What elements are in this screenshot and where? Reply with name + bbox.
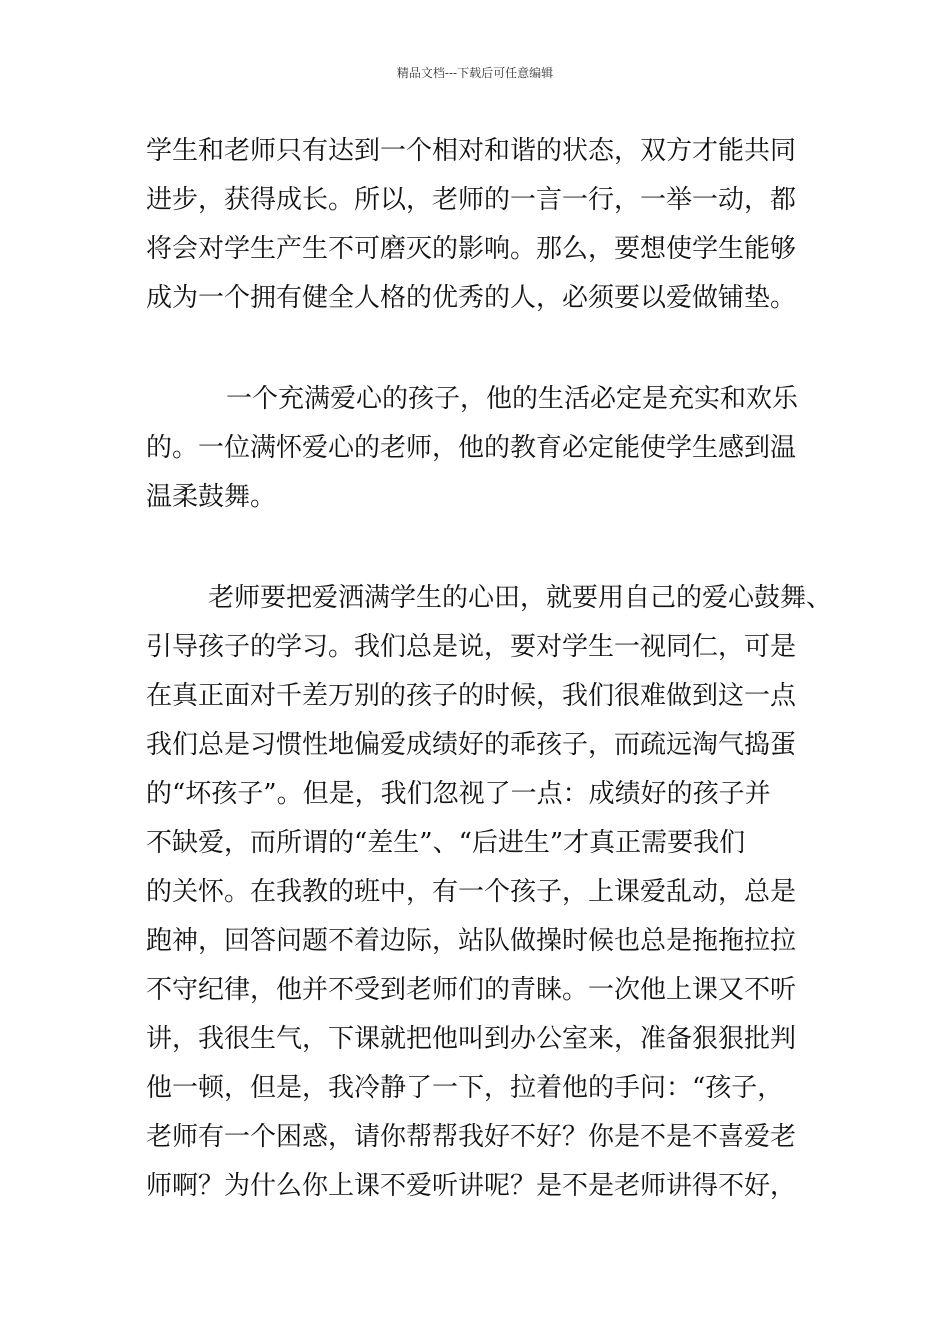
paragraph-3-line-11: 他一顿，但是，我冷静了一下，拉着他的手问：“孩子， [146,1073,784,1103]
paragraph-3-line-4: 我们总是习惯性地偏爱成绩好的乖孩子，而疏远淘气捣蛋 [146,730,797,760]
paragraph-3-line-2: 引导孩子的学习。我们总是说，要对学生一视同仁，可是 [146,632,797,662]
paragraph-3-line-3: 在真正面对千差万别的孩子的时候，我们很难做到这一点 [146,681,797,711]
paragraph-3-line-13: 师啊？为什么你上课不爱听讲呢？是不是老师讲得不好， [146,1171,797,1201]
paragraph-3-line-7: 的关怀。在我教的班中，有一个孩子，上课爱乱动，总是 [146,877,797,907]
paragraph-2-line-2: 的。一位满怀爱心的老师，他的教育必定能使学生感到温 [146,433,797,463]
paragraph-2-line-1: 一个充满爱心的孩子，他的生活必定是充实和欢乐 [226,384,799,414]
paragraph-3-line-10: 讲，我很生气，下课就把他叫到办公室来，准备狠狠批判 [146,1024,797,1054]
paragraph-1-line-2: 进步，获得成长。所以，老师的一言一行，一举一动，都 [146,185,797,215]
paragraph-3-line-9: 不守纪律，他并不受到老师们的青睐。一次他上课又不听 [146,975,797,1005]
paragraph-2-line-3: 温柔鼓舞。 [146,482,277,512]
paragraph-3-line-5: 的“坏孩子”。但是，我们忽视了一点：成绩好的孩子并 [146,779,771,809]
paragraph-3-line-12: 老师有一个困惑，请你帮帮我好不好？你是不是不喜爱老 [146,1122,797,1152]
paragraph-3-line-6: 不缺爱，而所谓的“差生”、“后进生”才真正需要我们 [146,828,746,858]
paragraph-1-line-4: 成为一个拥有健全人格的优秀的人，必须要以爱做铺垫。 [146,283,797,313]
paragraph-1-line-1: 学生和老师只有达到一个相对和谐的状态，双方才能共同 [146,136,797,166]
document-header: 精品文档---下载后可任意编辑 [396,66,554,80]
paragraph-3-line-1: 老师要把爱洒满学生的心田，就要用自己的爱心鼓舞、 [208,583,833,613]
paragraph-1-line-3: 将会对学生产生不可磨灭的影响。那么，要想使学生能够 [146,234,797,264]
paragraph-3-line-8: 跑神，回答问题不着边际，站队做操时候也总是拖拖拉拉 [146,926,797,956]
